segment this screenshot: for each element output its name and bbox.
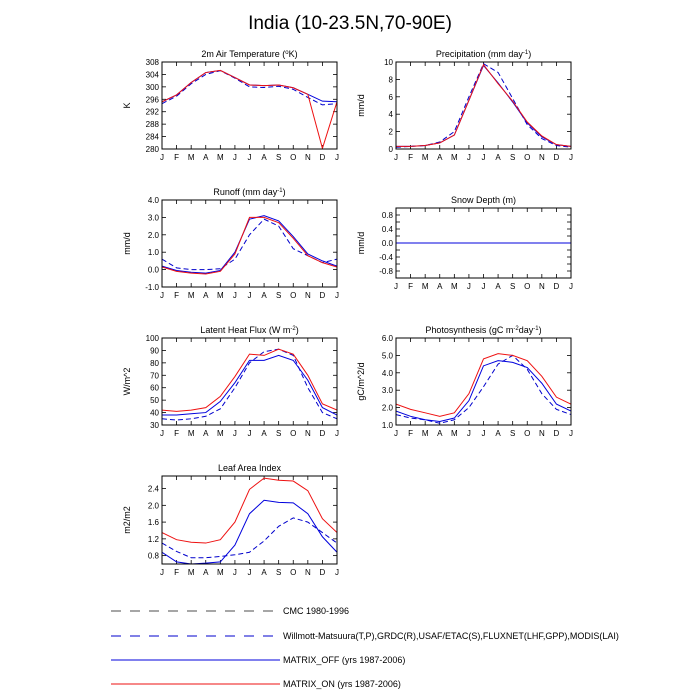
panel-title-part: K): [288, 49, 298, 59]
x-tick-label: F: [408, 153, 414, 162]
x-tick-label: N: [304, 568, 311, 577]
x-tick-label: A: [261, 568, 267, 577]
x-tick-label: J: [232, 153, 237, 162]
x-tick-label: A: [437, 153, 443, 162]
series-group: [162, 349, 337, 420]
y-tick-label: 0.4: [381, 225, 393, 234]
panel-title: [436, 49, 531, 59]
panel-7: [122, 463, 339, 577]
series-line-off: [162, 70, 337, 101]
y-tick-label: 2.4: [147, 484, 159, 494]
x-tick-label: J: [481, 153, 486, 162]
y-axis-label: mm/d: [356, 231, 366, 255]
x-tick-label: J: [160, 568, 164, 577]
x-tick-label: J: [335, 568, 339, 577]
x-tick-label: O: [290, 153, 297, 162]
x-tick-label: A: [437, 282, 443, 291]
y-tick-label: 2.0: [381, 403, 393, 413]
y-tick-label: 4.0: [147, 196, 159, 205]
legend-item-1: [111, 606, 349, 616]
x-tick-label: D: [319, 153, 326, 162]
y-tick-label: 60: [150, 383, 159, 393]
y-tick-label: 296: [145, 95, 159, 105]
series-line-on: [396, 354, 571, 417]
x-tick-label: M: [216, 429, 224, 438]
panel-5: [122, 325, 339, 438]
y-tick-label: 1.6: [147, 518, 159, 528]
x-tick-label: J: [569, 153, 573, 162]
y-tick-label: 10: [384, 58, 393, 67]
x-tick-label: M: [187, 429, 195, 438]
y-tick-label: 1.0: [147, 248, 159, 258]
legend-item-3: [111, 655, 405, 665]
panel-title-superscript: -1: [277, 188, 283, 194]
legend-item-4: [111, 679, 401, 689]
x-tick-label: N: [538, 429, 545, 438]
series-line-off: [396, 65, 571, 146]
x-tick-label: M: [421, 153, 429, 162]
x-tick-label: O: [524, 429, 531, 438]
y-tick-label: 0.8: [147, 551, 159, 561]
x-tick-label: J: [247, 568, 252, 577]
panel-title-part: ): [282, 187, 286, 197]
x-tick-label: A: [261, 429, 267, 438]
x-tick-label: F: [408, 429, 414, 438]
panel-2: [356, 49, 573, 162]
x-tick-label: A: [203, 568, 209, 577]
series-line-off: [162, 216, 337, 273]
x-tick-label: A: [261, 153, 267, 162]
x-tick-label: F: [174, 291, 180, 300]
x-tick-label: S: [509, 153, 516, 162]
series-line-on: [162, 478, 337, 543]
x-tick-label: J: [481, 282, 486, 291]
y-tick-label: 80: [150, 358, 159, 368]
panel-6: [356, 325, 573, 438]
panel-title-part: Precipitation (mm day: [435, 49, 523, 59]
x-tick-label: S: [509, 282, 516, 291]
x-tick-label: J: [394, 153, 398, 162]
series-line-on: [396, 65, 571, 147]
y-axis-label: mm/d: [122, 232, 132, 255]
x-tick-label: O: [290, 568, 297, 577]
panel-title-part: ): [538, 325, 542, 335]
x-tick-label: A: [203, 291, 209, 300]
y-tick-label: -0.4: [379, 253, 393, 262]
panel-title-part: Runoff (mm day: [213, 187, 278, 197]
x-tick-label: A: [203, 153, 209, 162]
panel-title-part: ): [295, 325, 299, 335]
x-tick-label: J: [466, 153, 471, 162]
x-tick-label: M: [450, 153, 458, 162]
y-axis-label: K: [122, 102, 132, 109]
panel-title-part: Leaf Area Index: [217, 463, 282, 473]
x-tick-label: J: [247, 291, 252, 300]
x-tick-label: S: [275, 568, 282, 577]
panel-title-superscript: o: [285, 50, 289, 56]
x-tick-label: S: [509, 429, 516, 438]
x-tick-label: D: [553, 153, 560, 162]
panel-4: [356, 195, 573, 291]
x-tick-label: S: [275, 153, 282, 162]
series-group: [396, 64, 571, 148]
x-tick-label: J: [394, 429, 398, 438]
y-tick-label: 2: [388, 127, 393, 137]
x-tick-label: N: [304, 153, 311, 162]
x-tick-label: O: [290, 291, 297, 300]
y-tick-label: 280: [145, 145, 159, 154]
series-line-obs: [162, 219, 337, 269]
y-axis-label: W/m^2: [122, 367, 132, 396]
y-tick-label: 284: [145, 132, 159, 142]
x-tick-label: A: [203, 429, 209, 438]
legend: [111, 606, 619, 689]
x-tick-label: J: [160, 153, 164, 162]
series-line-obs: [396, 64, 571, 148]
series-line-on: [162, 70, 337, 148]
x-tick-label: S: [275, 429, 282, 438]
y-tick-label: 2.0: [147, 501, 159, 511]
x-tick-label: J: [232, 291, 237, 300]
x-tick-label: J: [247, 153, 252, 162]
y-tick-label: 40: [150, 408, 159, 418]
x-tick-label: O: [290, 429, 297, 438]
x-tick-label: M: [187, 568, 195, 577]
y-tick-label: 4: [388, 110, 393, 120]
y-tick-label: 1.2: [147, 534, 159, 544]
panels: [122, 49, 573, 577]
panel-title-part: day: [518, 325, 534, 335]
x-tick-label: N: [304, 429, 311, 438]
y-tick-label: 70: [150, 371, 159, 381]
series-line-obs: [162, 349, 337, 420]
x-tick-label: J: [232, 429, 237, 438]
panel-title-part: Latent Heat Flux (W m: [200, 325, 291, 335]
series-line-obs: [162, 71, 337, 105]
y-tick-label: 100: [145, 334, 159, 343]
x-tick-label: N: [304, 291, 311, 300]
series-group: [162, 216, 337, 274]
series-line-on: [162, 349, 337, 411]
x-tick-label: J: [335, 291, 339, 300]
y-tick-label: 6: [388, 92, 393, 102]
panel-title-superscript: -1: [533, 326, 539, 332]
panel-1: [122, 49, 339, 162]
legend-label: CMC 1980-1996: [283, 606, 350, 616]
y-tick-label: -1.0: [145, 283, 159, 292]
x-tick-label: F: [174, 568, 180, 577]
panel-title: [218, 463, 282, 473]
x-tick-label: M: [187, 291, 195, 300]
x-tick-label: F: [174, 429, 180, 438]
panel-title: [200, 325, 298, 335]
series-group: [162, 70, 337, 148]
x-tick-label: A: [261, 291, 267, 300]
x-tick-label: F: [174, 153, 180, 162]
panel-title-part: ): [528, 49, 532, 59]
x-tick-label: D: [553, 429, 560, 438]
plot-frame: [162, 200, 337, 287]
y-tick-label: 3.0: [147, 213, 159, 223]
y-axis-label: gC/m^2/d: [356, 362, 366, 401]
panel-title: [451, 195, 516, 205]
x-tick-label: J: [466, 282, 471, 291]
x-tick-label: D: [319, 291, 326, 300]
x-tick-label: J: [394, 282, 398, 291]
panel-3: [122, 187, 339, 300]
y-tick-label: 300: [145, 82, 159, 92]
x-tick-label: D: [319, 568, 326, 577]
y-tick-label: 8: [388, 75, 393, 85]
x-tick-label: O: [524, 153, 531, 162]
x-tick-label: M: [216, 568, 224, 577]
y-tick-label: 308: [145, 58, 159, 67]
x-tick-label: M: [450, 282, 458, 291]
legend-item-2: [111, 631, 619, 641]
x-tick-label: J: [160, 291, 164, 300]
y-tick-label: -0.8: [379, 267, 393, 276]
series-line-off: [162, 500, 337, 564]
y-tick-label: 6.0: [381, 334, 393, 343]
x-tick-label: M: [450, 429, 458, 438]
x-tick-label: J: [160, 429, 164, 438]
x-tick-label: A: [495, 282, 501, 291]
y-tick-label: 0: [388, 145, 393, 154]
x-tick-label: F: [408, 282, 414, 291]
y-tick-label: 304: [145, 70, 159, 80]
panel-title: [425, 325, 541, 335]
x-tick-label: J: [335, 429, 339, 438]
panel-title-part: Snow Depth (m): [450, 195, 517, 205]
y-tick-label: 30: [150, 421, 159, 430]
y-tick-label: 3.0: [381, 386, 393, 396]
x-tick-label: D: [553, 282, 560, 291]
panel-title-superscript: -2: [290, 326, 296, 332]
x-tick-label: M: [216, 291, 224, 300]
x-tick-label: A: [437, 429, 443, 438]
y-tick-label: 1.0: [381, 421, 393, 430]
series-group: [162, 478, 337, 564]
x-tick-label: J: [247, 429, 252, 438]
x-tick-label: J: [481, 429, 486, 438]
panel-title: [213, 187, 285, 197]
legend-label: MATRIX_ON (yrs 1987-2006): [283, 679, 401, 689]
y-tick-label: 0.0: [381, 239, 393, 248]
series-group: [396, 354, 571, 424]
x-tick-label: N: [538, 153, 545, 162]
panel-title-part: 2m Air Temperature (: [201, 49, 286, 59]
x-tick-label: O: [524, 282, 531, 291]
x-tick-label: J: [335, 153, 339, 162]
series-line-on: [162, 217, 337, 274]
x-tick-label: A: [495, 429, 501, 438]
x-tick-label: D: [319, 429, 326, 438]
legend-label: Willmott-Matsuura(T,P),GRDC(R),USAF/ETAC(S),FLUXNET(LHF,GPP),MODIS(LAI): [283, 631, 619, 641]
panel-title-part: Photosynthesis (gC m: [425, 325, 514, 335]
y-tick-label: 4.0: [381, 368, 393, 378]
y-tick-label: 90: [150, 346, 159, 356]
panel-title: [201, 49, 297, 59]
y-tick-label: 0.0: [147, 265, 159, 275]
x-tick-label: M: [421, 429, 429, 438]
x-tick-label: J: [569, 429, 573, 438]
x-tick-label: M: [216, 153, 224, 162]
x-tick-label: A: [495, 153, 501, 162]
y-axis-label: mm/d: [356, 94, 366, 117]
figure-title: India (10-23.5N,70-90E): [248, 13, 452, 34]
x-tick-label: S: [275, 291, 282, 300]
series-line-off: [162, 355, 337, 415]
panel-title-superscript: -1: [522, 50, 529, 56]
y-tick-label: 50: [150, 396, 159, 406]
y-axis-label: m2/m2: [122, 506, 132, 534]
series-line-obs: [162, 518, 337, 558]
legend-label: MATRIX_OFF (yrs 1987-2006): [283, 655, 406, 665]
panel-title-superscript: -2: [513, 326, 519, 332]
x-tick-label: J: [232, 568, 237, 577]
x-tick-label: N: [538, 282, 545, 291]
y-tick-label: 292: [145, 107, 159, 117]
x-tick-label: J: [569, 282, 573, 291]
x-tick-label: M: [187, 153, 195, 162]
y-tick-label: 288: [145, 120, 159, 130]
x-tick-label: M: [421, 282, 429, 291]
plot-frame: [396, 62, 571, 149]
x-tick-label: J: [466, 429, 471, 438]
y-tick-label: 5.0: [381, 351, 393, 361]
y-tick-label: 2.0: [147, 230, 159, 240]
y-tick-label: 0.8: [381, 211, 393, 220]
